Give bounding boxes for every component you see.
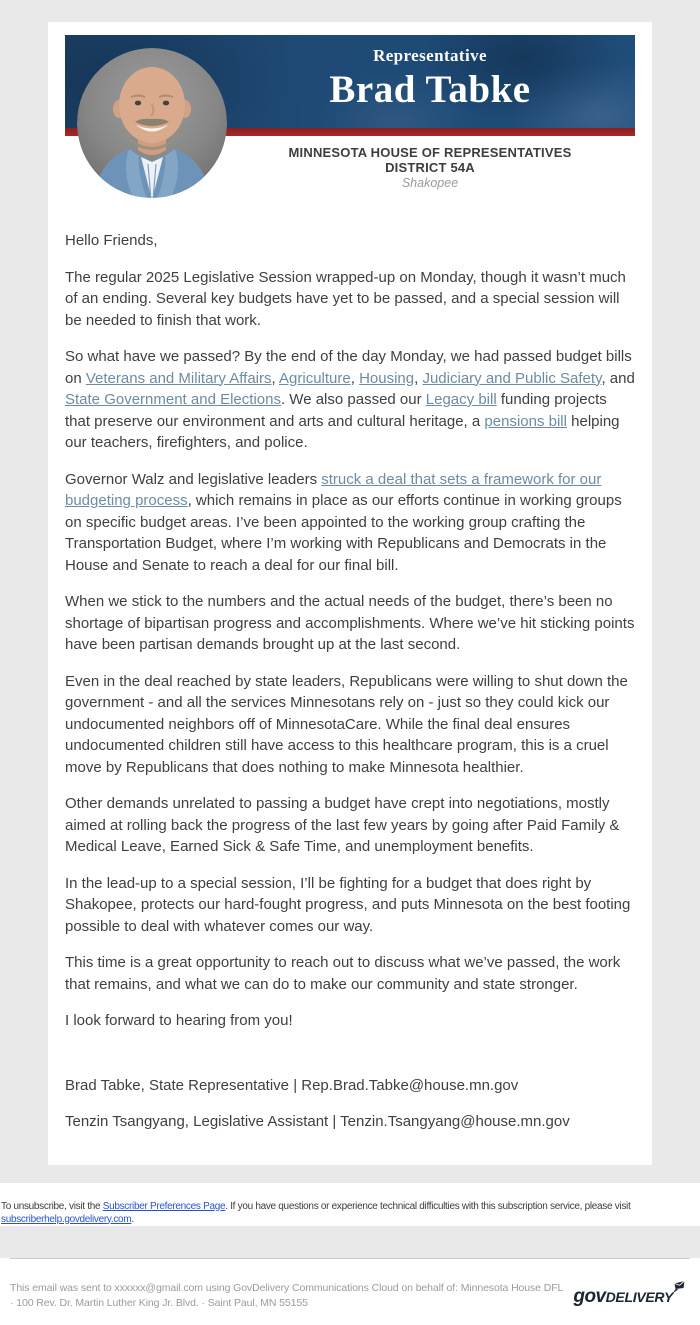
agriculture-link[interactable]: Agriculture <box>279 369 351 387</box>
text-segment: In the lead-up to a special session, I’ll be fighting for a budget that does right by Shakopee, protects our hard-fought progress, and puts Minnesota on the best footing possible to deal with whatever comes our way. <box>65 874 631 935</box>
envelope-icon <box>672 1280 686 1294</box>
email-card <box>48 22 652 1165</box>
paragraph-bipartisan-progress <box>65 591 635 656</box>
text-segment: funding projects that preserve our environment and arts and cultural heritage, a <box>65 391 607 430</box>
paragraph-special-session <box>65 873 635 938</box>
govdelivery-logo[interactable] <box>573 1287 686 1306</box>
legacy-bill-link[interactable]: Legacy bill <box>425 391 497 408</box>
text-segment: , and <box>601 369 635 387</box>
text-segment: To unsubscribe, visit the <box>1 1200 103 1212</box>
org-name: MINNESOTA HOUSE OF REPRESENTATIVES <box>288 145 572 160</box>
text-segment: When we stick to the numbers and the actual needs of the budget, there’s been no shortage of bipartisan progress and accomplishments. Where we’ve hit sticking points have been partisan demands brought up at the last second. <box>65 593 635 653</box>
unsubscribe-section <box>0 1183 700 1226</box>
text-segment: . We also passed our <box>280 391 426 408</box>
text-segment: This time is a great opportunity to reach out to discuss what we’ve passed, the work that remains, and what we can do to make our community and state stronger. <box>65 954 621 993</box>
paragraph-minnesotacare <box>65 671 635 779</box>
newsletter-header <box>65 35 635 205</box>
email-body <box>65 230 635 1133</box>
housing-link[interactable]: Housing <box>359 369 415 387</box>
govdelivery-logo-gov: gov <box>573 1285 606 1307</box>
veterans-military-affairs-link[interactable]: Veterans and Military Affairs <box>85 369 272 387</box>
representative-name: Brad Tabke <box>329 68 531 111</box>
paragraph-greeting <box>65 230 635 252</box>
text-segment: I look forward to hearing from you! <box>65 1012 293 1029</box>
signature-assistant: Tenzin Tsangyang, Legislative Assistant | Tenzin.Tsangyang@house.mn.gov <box>65 1113 570 1130</box>
state-government-elections-link[interactable]: State Government and Elections <box>65 391 281 408</box>
pensions-bill-link[interactable]: pensions bill <box>484 412 567 430</box>
paragraph-other-demands <box>65 793 635 858</box>
subscriber-preferences-link[interactable]: Subscriber Preferences Page <box>102 1200 226 1212</box>
budget-framework-deal-link[interactable]: struck a deal that sets a framework for our budgeting process <box>65 470 602 509</box>
text-segment: Governor Walz and legislative leaders <box>65 470 322 488</box>
signature-rep: Brad Tabke, State Representative | Rep.Brad.Tabke@house.mn.gov <box>65 1076 519 1094</box>
portrait-photo <box>77 48 227 198</box>
text-segment: , <box>414 369 423 387</box>
text-segment: , which remains in place as our efforts continue in working groups on specific budget areas. I’ve been appointed to the working group crafting the Transportation Budget, where I’m working with Republicans and Democrats in the House and Senate to reach a deal for our final bill. <box>65 492 622 574</box>
text-segment: Even in the deal reached by state leaders, Republicans were willing to shut down the government - and all the services Minnesotans rely on - just so they could kick our undocumented neighbors off of MinnesotaCare. While the final deal ensures undocumented children still have access to this healthcare program, this is a cruel move by Republicans that does nothing to make Minnesota healthier. <box>65 672 628 776</box>
govdelivery-footer <box>0 1258 700 1325</box>
text-segment: , <box>271 369 280 387</box>
govdelivery-logo-delivery: DELIVERY <box>605 1288 673 1305</box>
text-segment: Hello Friends, <box>65 232 158 249</box>
judiciary-public-safety-link[interactable]: Judiciary and Public Safety <box>422 369 602 387</box>
text-segment: The regular 2025 Legislative Session wrapped-up on Monday, though it wasn’t much of an ending. Several key budgets have yet to be passed, and a special session will be needed to finish that work. <box>65 268 626 329</box>
paragraph-reach-out <box>65 952 635 995</box>
paragraph-closing <box>65 1010 635 1032</box>
email-page <box>0 22 700 1325</box>
district-label: DISTRICT 54A <box>385 160 475 175</box>
city-label: Shakopee <box>401 176 459 190</box>
banner-kicker: Representative <box>373 46 487 65</box>
subscriber-help-link[interactable]: subscriberhelp.govdelivery.com <box>1 1213 132 1225</box>
text-segment: , <box>350 369 360 387</box>
text-segment: So what have we passed? By the end of the day Monday, we had passed budget bills on <box>65 348 632 387</box>
text-segment: helping our teachers, firefighters, and police. <box>65 412 620 451</box>
paragraph-budget-deal <box>65 469 635 577</box>
text-segment: Other demands unrelated to passing a budget have crept into negotiations, mostly aimed at rolling back the progress of the last few years by going after Paid Family & Medical Leave, Earned Sick & Safe Time, and unemployment benefits. <box>65 795 620 855</box>
paragraph-session-wrapup <box>65 267 635 332</box>
banner-text <box>225 35 635 112</box>
text-segment: . If you have questions or experience technical difficulties with this subscription service, please visit <box>225 1200 631 1212</box>
unsubscribe-text <box>1 1200 699 1226</box>
portrait-illustration <box>77 48 227 198</box>
delivery-note: This email was sent to xxxxxx@gmail.com using GovDelivery Communications Cloud on behalf of: Minnesota House DFL · 100 Rev. Dr. Martin Luther King Jr. Blvd. · Saint Paul, MN 55155 <box>10 1281 563 1309</box>
paragraph-passed-bills <box>65 346 635 454</box>
text-segment: . <box>131 1213 134 1225</box>
